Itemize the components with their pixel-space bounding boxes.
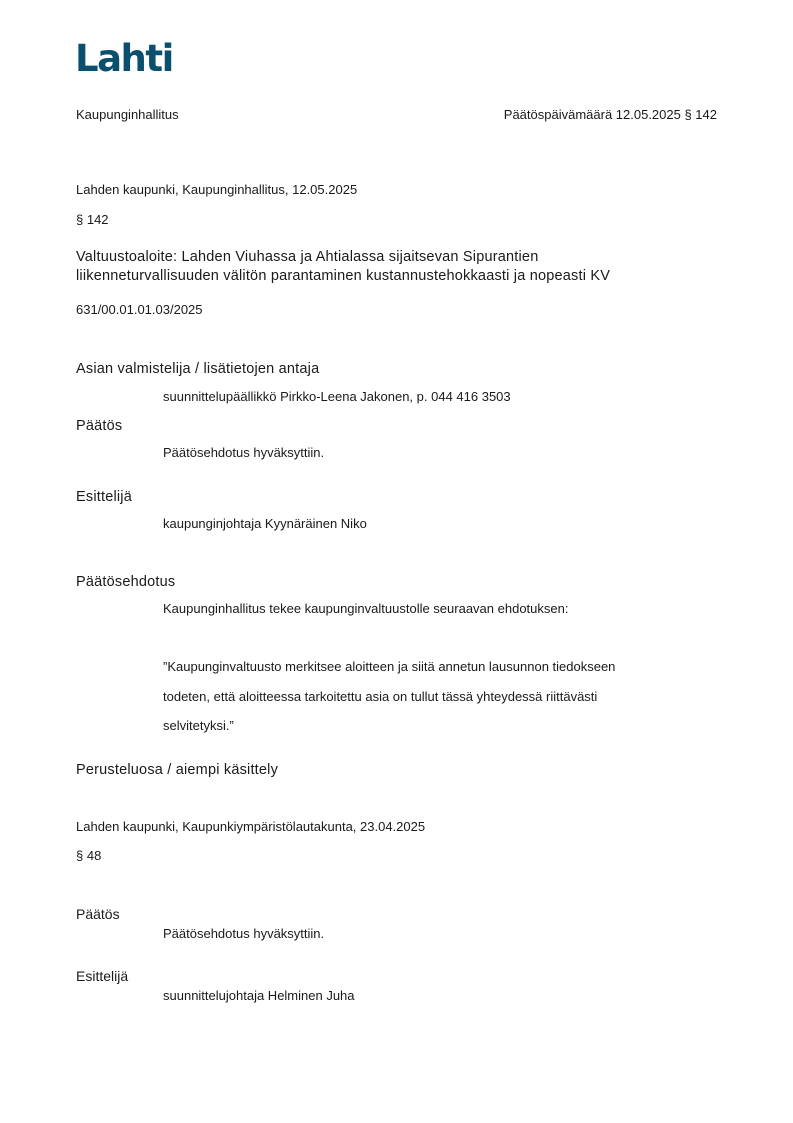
background-section-number: § 48 xyxy=(76,848,102,863)
decision-heading: Päätös xyxy=(76,418,123,434)
reference-number: 631/00.01.01.03/2025 xyxy=(76,302,203,317)
decision-date-section: Päätöspäivämäärä 12.05.2025 § 142 xyxy=(503,107,717,122)
proposal-heading: Päätösehdotus xyxy=(76,574,176,590)
decision-value: Päätösehdotus hyväksyttiin. xyxy=(163,445,325,460)
preparer-heading: Asian valmistelija / lisätietojen antaja xyxy=(76,361,320,377)
background-heading: Perusteluosa / aiempi käsittely xyxy=(76,762,279,778)
title-line-2: liikenneturvallisuuden välitön parantaminen kustannustehokkaasti ja nopeasti KV xyxy=(76,268,611,284)
background-presenter-value: suunnittelujohtaja Helminen Juha xyxy=(163,988,355,1003)
section-number: § 142 xyxy=(76,212,109,227)
background-decision-value: Päätösehdotus hyväksyttiin. xyxy=(163,926,325,941)
organ-name: Kaupunginhallitus xyxy=(76,107,179,122)
proposal-intro: Kaupunginhallitus tekee kaupunginvaltuustolle seuraavan ehdotuksen: xyxy=(163,601,569,616)
background-meeting-line: Lahden kaupunki, Kaupunkiympäristölautakunta, 23.04.2025 xyxy=(76,819,426,834)
presenter-value: kaupunginjohtaja Kyynäräinen Niko xyxy=(163,516,367,531)
proposal-quote-line-3: selvitetyksi.” xyxy=(163,718,234,733)
background-decision-heading: Päätös xyxy=(76,906,120,922)
title-line-1: Valtuustoaloite: Lahden Viuhassa ja Ahtialassa sijaitsevan Sipurantien xyxy=(76,249,539,265)
proposal-quote-line-2: todeten, että aloitteessa tarkoitettu asia on tullut tässä yhteydessä riittävästi xyxy=(163,689,598,704)
preparer-value: suunnittelupäällikkö Pirkko-Leena Jakonen, p. 044 416 3503 xyxy=(163,389,511,404)
meeting-line: Lahden kaupunki, Kaupunginhallitus, 12.05.2025 xyxy=(76,182,358,197)
presenter-heading: Esittelijä xyxy=(76,489,132,505)
proposal-quote-line-1: ”Kaupunginvaltuusto merkitsee aloitteen ja siitä annetun lausunnon tiedokseen xyxy=(163,659,616,674)
background-presenter-heading: Esittelijä xyxy=(76,968,129,984)
lahti-logo: Lahti xyxy=(75,37,173,80)
